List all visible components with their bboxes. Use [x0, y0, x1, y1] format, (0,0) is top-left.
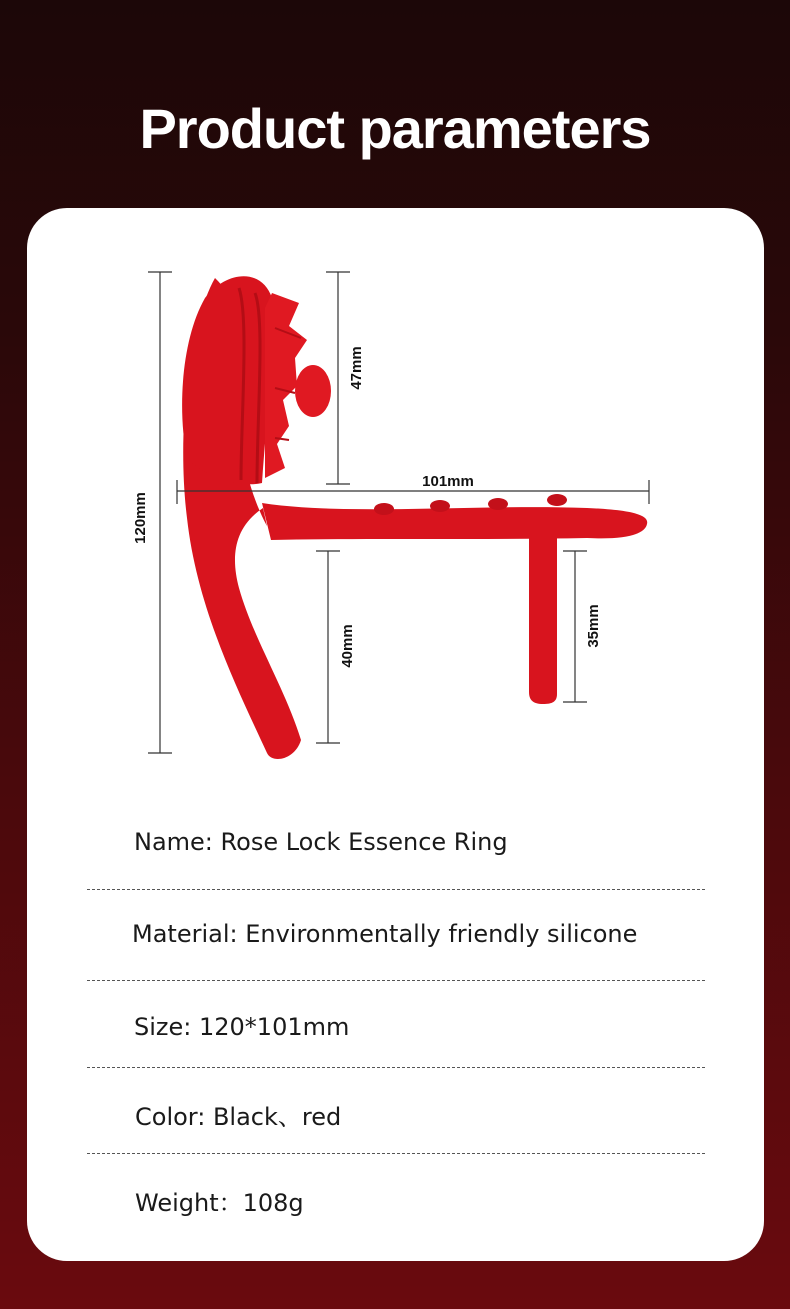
spec-weight — [27, 1183, 764, 1218]
length-label: 101mm — [422, 473, 474, 490]
spec-label: Color: — [135, 1103, 213, 1131]
spec-value: 108g — [242, 1189, 304, 1217]
spec-material — [27, 920, 764, 948]
rose-head — [182, 276, 331, 484]
total-height-label: 120mm — [132, 492, 149, 544]
loop-height-label: 35mm — [585, 604, 602, 648]
spec-label: Name: — [134, 828, 221, 856]
head-height-label: 47mm — [348, 346, 365, 390]
spec-size — [27, 1013, 764, 1041]
divider — [87, 1067, 705, 1068]
divider — [87, 889, 705, 890]
ring-height-label: 40mm — [339, 624, 356, 668]
spec-label: Size: — [134, 1013, 199, 1041]
spec-color — [27, 1097, 764, 1132]
divider — [87, 980, 705, 981]
spec-value: Environmentally friendly silicone — [245, 920, 638, 948]
spec-name — [27, 828, 764, 856]
spec-label: Weight： — [135, 1189, 243, 1217]
divider — [87, 1153, 705, 1154]
spec-label: Material: — [132, 920, 246, 948]
product-image — [262, 503, 647, 540]
page-title: Product parameters — [139, 97, 651, 160]
spec-value: Rose Lock Essence Ring — [220, 828, 508, 856]
spec-value: Black、red — [212, 1103, 342, 1131]
spec-value: 120*101mm — [198, 1013, 350, 1041]
parameters-card — [27, 208, 764, 1261]
product-dimension-diagram — [27, 208, 764, 808]
